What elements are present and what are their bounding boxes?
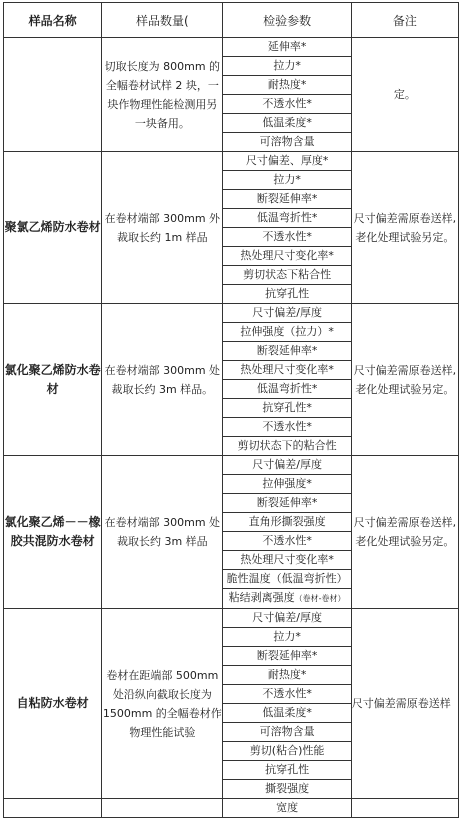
sample-name-cell: 自粘防水卷材 [4,609,102,799]
sample-quantity-cell: 在卷材端部 300mm 外裁取长约 1m 样品 [102,152,223,304]
param-main-text: 粘结剥离强度 [228,591,295,604]
param-cell: 低温柔度* [223,114,351,133]
param-cell: 剪切(粘合)性能 [223,742,351,761]
param-cell: 断裂延伸率* [223,494,351,513]
param-cell: 可溶物含量 [223,723,351,742]
note-cell: 尺寸偏差需原卷送样 [351,609,458,799]
sample-name-cell [4,38,102,152]
sample-quantity-cell: 切取长度为 800mm 的全幅卷材试样 2 块，一块作物理性能检测用另一块备用。 [102,38,223,152]
param-cell: 低温柔度* [223,704,351,723]
table-row [4,304,459,323]
sample-name-cell: 氯化聚乙烯－－橡胶共混防水卷材 [4,456,102,609]
param-cell: 剪切状态下粘合性 [223,266,351,285]
param-small-text: （卷材-卷材） [294,594,346,603]
param-cell: 耐热度* [223,666,351,685]
param-cell: 不透水性* [223,418,351,437]
note-cell: 定。 [351,38,458,152]
param-cell: 拉伸强度（拉力）* [223,323,351,342]
param-cell: 不透水性* [223,228,351,247]
param-cell: 抗穿孔性 [223,761,351,780]
param-cell: 延伸率* [223,38,351,57]
param-cell: 不透水性* [223,95,351,114]
table-header-row [4,3,459,38]
header-remarks: 备注 [351,3,458,38]
empty-cell [102,799,223,818]
param-cell: 断裂延伸率* [223,190,351,209]
param-cell: 剪切状态下的粘合性 [223,437,351,456]
header-test-params: 检验参数 [223,3,351,38]
empty-cell [4,799,102,818]
param-cell: 拉力* [223,171,351,190]
param-cell: 直角形撕裂强度 [223,513,351,532]
param-cell: 可溶物含量 [223,133,351,152]
param-cell: 尺寸偏差、厚度* [223,152,351,171]
inspection-table [3,2,459,818]
param-cell: 低温弯折性* [223,209,351,228]
note-cell: 尺寸偏差需原卷送样,老化处理试验另定。 [351,152,458,304]
sample-name-cell: 聚氯乙烯防水卷材 [4,152,102,304]
param-cell: 断裂延伸率* [223,342,351,361]
param-cell [223,589,351,609]
param-cell: 脆性温度（低温弯折性） [223,570,351,589]
param-cell: 尺寸偏差/厚度 [223,304,351,323]
table-row [4,456,459,475]
empty-cell [351,799,458,818]
header-sample-name: 样品名称 [4,3,102,38]
param-cell: 撕裂强度 [223,780,351,799]
param-cell: 抗穿孔性 [223,285,351,304]
sample-quantity-cell: 卷材在距端部 500mm 处沿纵向截取长度为 1500mm 的全幅卷材作物理性能试验 [102,609,223,799]
param-cell: 不透水性* [223,532,351,551]
param-cell: 拉伸强度* [223,475,351,494]
param-cell: 拉力* [223,57,351,76]
header-sample-quantity: 样品数量( [102,3,223,38]
note-cell: 尺寸偏差需原卷送样,老化处理试验另定。 [351,456,458,609]
param-cell: 不透水性* [223,685,351,704]
note-cell: 尺寸偏差需原卷送样,老化处理试验另定。 [351,304,458,456]
param-cell: 抗穿孔性* [223,399,351,418]
param-cell: 热处理尺寸变化率* [223,361,351,380]
param-cell: 断裂延伸率* [223,647,351,666]
table-row-partial [4,799,459,818]
param-cell: 拉力* [223,628,351,647]
param-cell: 低温弯折性* [223,380,351,399]
table-row [4,38,459,57]
table-row [4,152,459,171]
sample-quantity-cell: 在卷材端部 300mm 处裁取长约 3m 样品 [102,456,223,609]
param-cell: 热处理尺寸变化率* [223,551,351,570]
param-cell: 尺寸偏差/厚度 [223,609,351,628]
sample-quantity-cell: 在卷材端部 300mm 处裁取长约 3m 样品。 [102,304,223,456]
sample-name-cell: 氯化聚乙烯防水卷材 [4,304,102,456]
param-cell: 热处理尺寸变化率* [223,247,351,266]
param-cell: 耐热度* [223,76,351,95]
param-cell: 宽度 [223,799,351,818]
table-row [4,609,459,628]
param-cell: 尺寸偏差/厚度 [223,456,351,475]
